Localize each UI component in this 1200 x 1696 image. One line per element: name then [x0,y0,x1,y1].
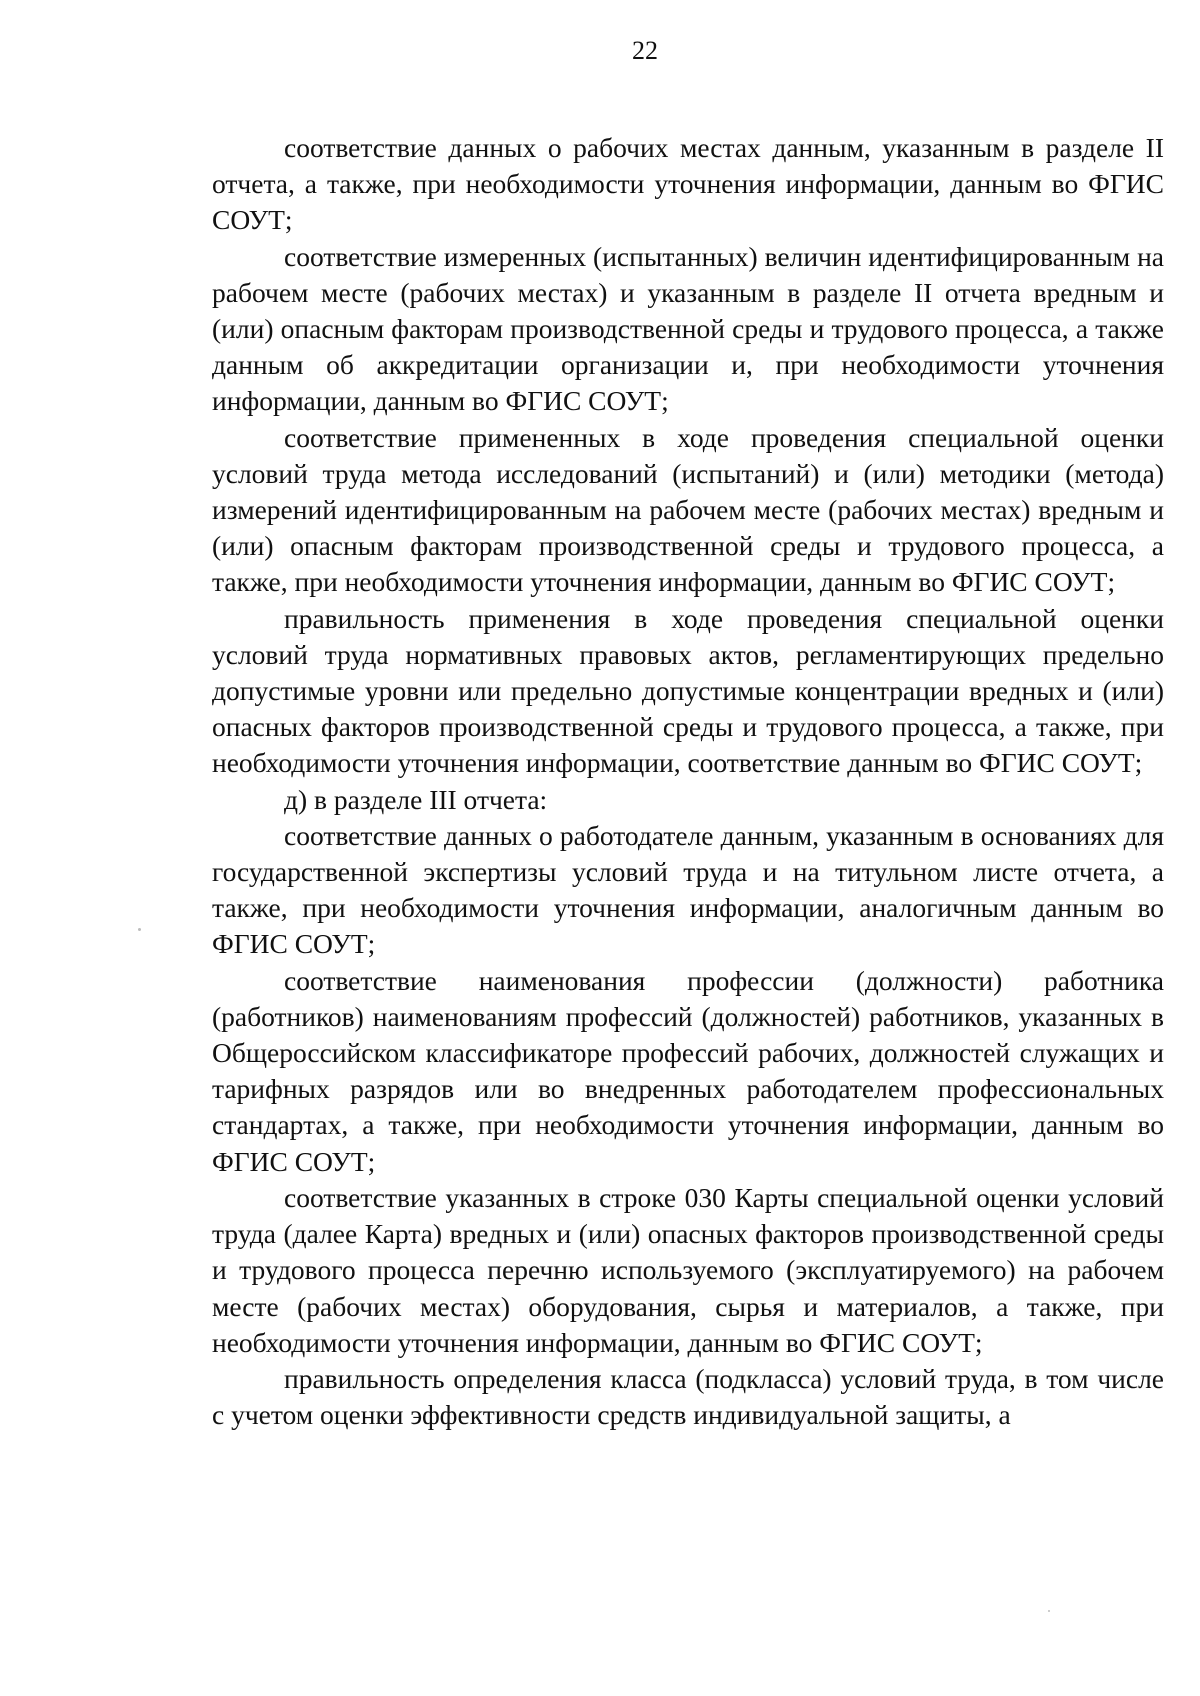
scan-speck [1048,1610,1050,1612]
paragraph-5: д) в разделе III отчета: [284,783,548,815]
paragraph-3: соответствие примененных в ходе проведения специальной оценки условий труда метода исследований (испытаний) и (или) методики (метода) измерений идентифицированным на рабочем месте (рабочих местах) вредным и (или) опасным факторам производственной среды и трудового процесса, а также, при необходимости уточнения информации, данным во ФГИС СОУТ; [212,421,1164,598]
paragraph-4: правильность применения в ходе проведения специальной оценки условий труда нормативных правовых актов, регламентирующих предельно допустимые уровни или предельно допустимые концентрации вредных и (или) опасных факторов производственной среды и трудового процесса, а также, при необходимости уточнения информации, соответствие данным во ФГИС СОУТ; [212,602,1164,779]
paragraph-9: правильность определения класса (подкласса) условий труда, в том числе с учетом оценки эффективности средств индивидуальной защиты, а [212,1362,1164,1431]
document-body [212,130,1164,1433]
paragraph-6: соответствие данных о работодателе данным, указанным в основаниях для государственной экспертизы условий труда и на титульном листе отчета, а также, при необходимости уточнения информации, аналогичным данным во ФГИС СОУТ; [212,819,1164,960]
paragraph-2: соответствие измеренных (испытанных) величин идентифицированным на рабочем месте (рабочих местах) и указанным в разделе II отчета вредным и (или) опасным факторам производственной среды и трудового процесса, а также данным об аккредитации организации и, при необходимости уточнения информации, данным во ФГИС СОУТ; [212,240,1164,417]
paragraph-1: соответствие данных о рабочих местах данным, указанным в разделе II отчета, а также, при необходимости уточнения информации, данным во ФГИС СОУТ; [212,132,1164,236]
paragraph-8: соответствие указанных в строке 030 Карты специальной оценки условий труда (далее Карта) вредных и (или) опасных факторов производственной среды и трудового процесса перечню используемого (эксплуатируемого) на рабочем месте (рабочих местах) оборудования, сырья и материалов, а также, при необходимости уточнения информации, данным во ФГИС СОУТ; [212,1181,1164,1358]
scan-speck [138,928,141,931]
page-number: 22 [632,36,658,65]
paragraph-7: соответствие наименования профессии (должности) работника (работников) наименованиям профессий (должностей) работников, указанных в Общероссийском классификаторе профессий рабочих, должностей служащих и тарифных разрядов или во внедренных работодателем профессиональных стандартах, а также, при необходимости уточнения информации, данным во ФГИС СОУТ; [212,964,1164,1177]
